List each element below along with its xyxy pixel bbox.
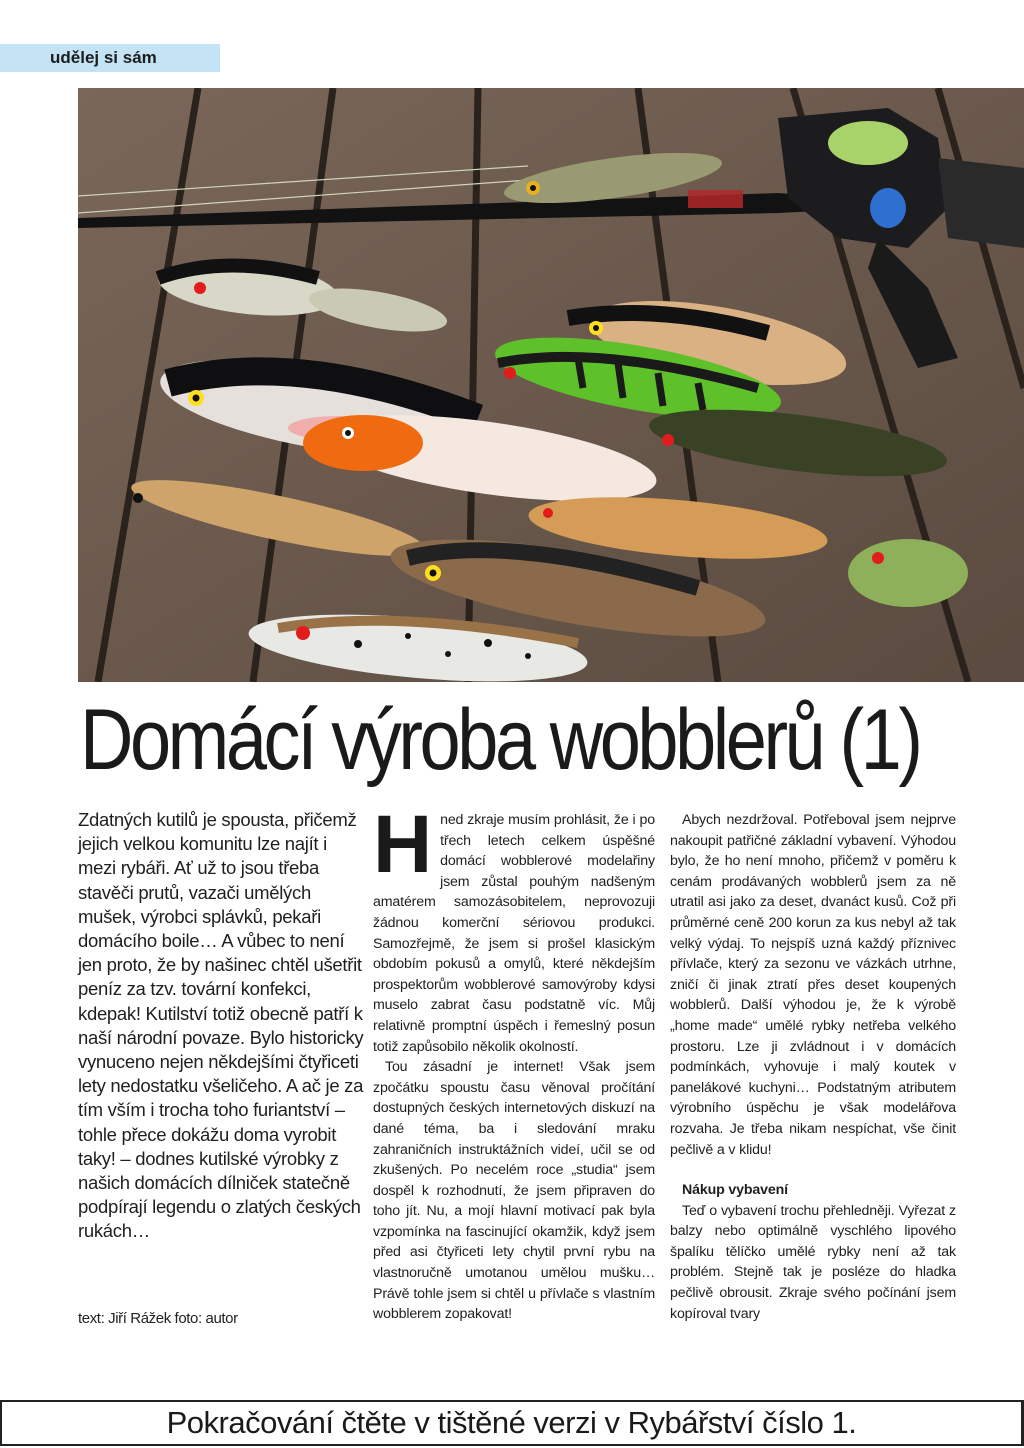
- section-subheading: Nákup vybavení: [682, 1182, 788, 1199]
- article-photo: [78, 88, 1024, 682]
- article-byline: text: Jiří Rážek foto: autor: [78, 1310, 238, 1327]
- column3-paragraph-1: Abych nezdržoval. Potřeboval jsem nejprve nakoupit patřičné základní vybavení. Výhodou bylo, že ho není mnoho, přičemž v poměru k cenám prodávaných wobblerů jsem za ně utratil asi jako za deset, dvanáct kusů. Což při průměrné ceně 200 korun za kus nebyl až tak velký výdaj. To nejspíš uzná každý příznivec přívlače, který za sezonu ve vázkách utrhne, zničí či jinak ztratí přes deset koupených wobblerů. Další výhodou je, že k výrobě „home made“ umělé rybky netřeba velkého prostoru. Lze ji zvládnout i v domácích podmínkách, vyhovuje i malý koutek v panelákové kuchyni… Podstatným atributem výrobního úspěchu je však modelářova rozvaha. Je třeba nikam nespíchat, vše činit pečlivě a v klidu!: [670, 812, 956, 1158]
- column2-paragraph-2: Tou zásadní je internet! Však jsem zpočátku spoustu času věnoval pročítání dostupných českých internetových diskuzí na dané téma, ba i sledování mraku zahraničních instruktážních videí, učil se od zkušených. Po necelém roce „studia“ jsem dospěl k rozhodnutí, že jsem připraven do toho jít. Nu, a mojí hlavní motivací pak byla vzpomínka na fascinující okamžik, když jsem před asi čtyřiceti lety chytil první rybu na vlastnoručně umotanou umělou mušku… Právě tohle jsem si chtěl u přívlače s vlastním wobblerem zopakovat!: [373, 1059, 655, 1323]
- continue-in-print-notice: [0, 1400, 1024, 1446]
- section-tag: udělej si sám: [0, 44, 220, 72]
- column2-paragraph-1: ned zkraje musím prohlásit, že i po třech letech celkem úspěšné domácí wobblerové modelařiny jsem zůstal pouhým nadšeným amatérem samozásobitelem, neprovozuji žádnou komerční sériovou produkci. Samozřejmě, že jsem si prošel klasickým obdobím pokusů a omylů, které někdejším prospektorům wobblerové samovýroby kdysi muselo zabrat času podstatně víc. Můj relativně promptní úspěch i řemeslný posun totiž zapůsobilo několik okolností.: [373, 812, 655, 1055]
- intro-text: Zdatných kutilů je spousta, přičemž jejich velkou komunitu lze najít i mezi rybáři. Ať už to jsou třeba stavěči prutů, vazači umělých mušek, výrobci splávků, pekaři domácího boile… A vůbec to není jen proto, že by našinec chtěl ušetřit peníz za tzv. tovární konfekci, kdepak! Kutilství totiž obecně patří k naší národní povaze. Bylo historicky vynuceno nejen někdejšími čtyřiceti lety nedostatku všeličeho. A ač je za tím vším i trocha toho furiantství – tohle přece dokážu doma vyrobit taky! – dodnes kutilské výrobky z našich domácích dílniček statečně podpírají legendu o zlatých českých rukách…: [78, 809, 364, 1242]
- column3-paragraph-2: Teď o vybavení trochu přehledněji. Vyřezat z balzy nebo optimálně vyschlého lipového špalíku tělíčko umělé rybky není až tak problém. Stejně tak je posléze do hladka pečlivě obrousit. Zkraje svého počínání jsem kopíroval tvary: [670, 1202, 956, 1322]
- continue-notice-text: Pokračování čtěte v tištěné verzi v Rybářství číslo 1.: [166, 1405, 857, 1440]
- article-column-3: [670, 810, 956, 1324]
- article-headline: Domácí výroba wobblerů (1): [80, 692, 920, 788]
- article-column-2: [373, 799, 655, 1325]
- lures-photo-illustration: [78, 88, 1024, 682]
- drop-cap: H: [373, 799, 433, 890]
- article-intro: [78, 808, 368, 1244]
